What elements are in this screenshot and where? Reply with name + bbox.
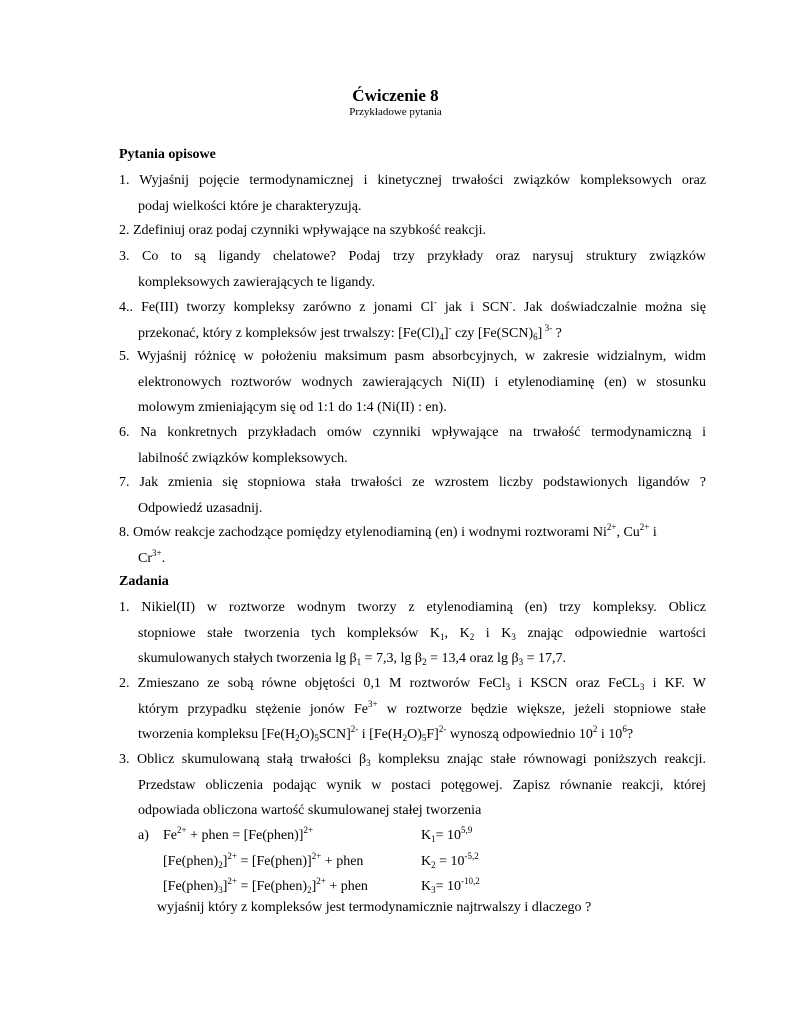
task-1: 1. Nikiel(II) w roztworze wodnym tworzy z etylenodiaminą (en) trzy kompleksy. Oblicz stopniowe stałe tworzenia tych kompleksów $K_1$, $K_2$ i $K_3$ znając odpowiednie wartości skumulowanych stałych tworzenia $\lg \beta_1 = 7,3$, $\lg \beta_2 = 13,4$ oraz $\lg \beta_3 = 17,7$. [119, 600, 707, 667]
question-8: 8. Omów reakcje zachodzące pomiędzy etylenodiaminą (en) i wodnymi roztworami $Ni^{2+}$, $Cu^{2+}$ i $Cr^{3+}$. [119, 522, 657, 566]
reaction-2: $[Fe(phen)_2]^{2+}$ = [Fe(phen)]$^{2+}$ + phen [163, 851, 364, 870]
question-5: 5. Wyjaśnij różnicę w położeniu maksimum pasm absorbcyjnych, w zakresie widzialnym, widm elektronowych roztworów wodnych zawierających Ni(II) i etylenodiaminę (en) w stosunku molowym zmieniającym się od 1:1 do 1:4 (Ni(II) : en). [119, 349, 706, 415]
reaction-1: $Fe^{2+}$ + phen = [Fe(phen)]$^{2+}$ [163, 825, 314, 843]
question-4: 4.. Fe(III) tworzy kompleksy zarówno z jonami Cl- jak i SCN-. Jak doświadczalnie można się przekonać, który z kompleksów jest trwalszy: $[Fe(Cl)_4]^-$ czy $[Fe(SCN)_6]$ $^{3-}$ ? [119, 297, 707, 342]
reaction-label-a: a) [138, 828, 149, 843]
reaction-3: $[Fe(phen)_3]^{2+}$ = $[Fe(phen)_2]^{2+}$ + phen [163, 876, 368, 895]
task-3: 3. Oblicz skumulowaną stałą trwałości $\beta_3$ kompleksu znając stałe równowagi poniższych reakcji. Przedstaw obliczenia podając wynik w postaci potęgowej. Zapisz równanie reakcji, której odpowiada obliczona wartość skumulowanej stałej tworzenia [119, 752, 707, 818]
question-6: 6. Na konkretnych przykładach omów czynniki wpływające na trwałość termodynamiczną i labilność związków kompleksowych. [119, 425, 706, 466]
constant-k1: $K_1= 10^{5,9}$ [421, 825, 473, 844]
question-7: 7. Jak zmienia się stopniowa stała trwałości ze wzrostem liczby podstawionych ligandów ? Odpowiedź uzasadnij. [119, 475, 706, 516]
page-subtitle: Przykładowe pytania [349, 106, 442, 118]
section-heading-tasks: Zadania [119, 574, 169, 589]
question-3: 3. Co to są ligandy chelatowe? Podaj trzy przykłady oraz narysuj struktury związków kompleksowych zawierających te ligandy. [119, 249, 706, 290]
constant-k3: $K_3= 10^{-10,2}$ [421, 876, 480, 895]
section-heading-descriptive: Pytania opisowe [119, 147, 216, 162]
closing-question: wyjaśnij który z kompleksów jest termodynamicznie najtrwalszy i dlaczego ? [157, 900, 592, 915]
task-2: 2. Zmieszano ze sobą równe objętości 0,1 M roztworów FeCl$_3$ i KSCN oraz FeCL$_3$ i KF. W którym przypadku stężenie jonów $Fe^{3+}$ w roztworze będzie większe, jeżeli stopniowe stałe tworzenia kompleksu $[Fe(H_2O)_5SCN]^{2-}$ i $[Fe(H_2O)_5F]^{2-}$ wynoszą odpowiednio $10^2$ i $10^6$? [119, 676, 706, 743]
constant-k2: $K_2 = 10^{-5,2}$ [421, 851, 479, 870]
question-2: 2. Zdefiniuj oraz podaj czynniki wpływające na szybkość reakcji. [119, 223, 486, 238]
page-title: Ćwiczenie 8 [352, 86, 439, 105]
question-1: 1. Wyjaśnij pojęcie termodynamicznej i kinetycznej trwałości związków kompleksowych oraz podaj wielkości które je charakteryzują. [119, 173, 706, 214]
